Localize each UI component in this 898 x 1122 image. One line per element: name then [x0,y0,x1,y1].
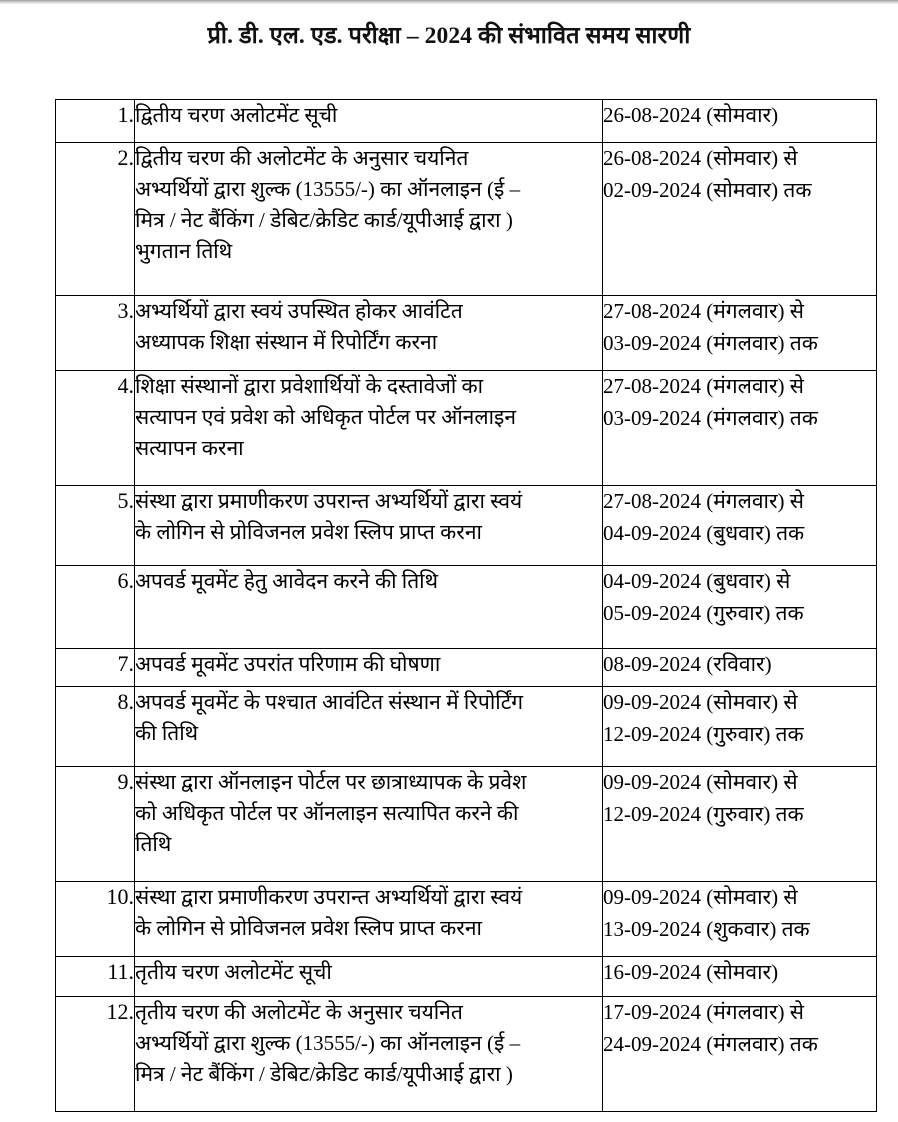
row-activity-description [135,997,603,1112]
date-line: 04-09-2024 (बुधवार) से [603,569,791,593]
row-activity-description [135,767,603,882]
description-line: अपवर्ड मूवमेंट के पश्चात आवंटित संस्थान में रिपोर्टिंग [135,690,524,714]
schedule-table [55,99,877,1112]
description-line: द्वितीय चरण अलोटमेंट सूची [135,103,338,127]
date-line: 24-09-2024 (मंगलवार) तक [603,1031,818,1056]
table-row [56,371,877,486]
row-date-range [603,566,877,649]
date-line: 05-09-2024 (गुरुवार) तक [603,600,804,625]
row-date-range [603,957,877,997]
description-line: तिथि [135,832,172,857]
row-serial-number: 10. [56,882,135,957]
description-line: के लोगिन से प्रोविजनल प्रवेश स्लिप प्राप्त करना [135,916,482,941]
row-serial-number: 11. [56,957,135,997]
row-activity-description [135,100,603,143]
table-row [56,882,877,957]
description-line: अपवर्ड मूवमेंट हेतु आवेदन करने की तिथि [135,569,439,593]
row-serial-number: 9. [56,767,135,882]
row-serial-number: 6. [56,566,135,649]
row-date-range [603,143,877,296]
description-line: संस्था द्वारा ऑनलाइन पोर्टल पर छात्राध्यापक के प्रवेश [135,770,527,794]
row-serial-number: 12. [56,997,135,1112]
description-line: संस्था द्वारा प्रमाणीकरण उपरान्त अभ्यर्थियों द्वारा स्वयं [135,489,523,513]
description-line: संस्था द्वारा प्रमाणीकरण उपरान्त अभ्यर्थियों द्वारा स्वयं [135,885,523,909]
row-activity-description [135,486,603,566]
date-line: 09-09-2024 (सोमवार) से [603,690,798,714]
row-date-range [603,649,877,687]
description-line: तृतीय चरण की अलोटमेंट के अनुसार चयनित [135,1000,463,1024]
row-serial-number: 7. [56,649,135,687]
description-line: के लोगिन से प्रोविजनल प्रवेश स्लिप प्राप्त करना [135,520,482,545]
description-line: मित्र / नेट बैंकिंग / डेबिट/क्रेडिट कार्ड/यूपीआई द्वारा ) [135,1062,513,1087]
row-date-range [603,882,877,957]
date-line: 09-09-2024 (सोमवार) से [603,885,798,909]
description-line: अभ्यर्थियों द्वारा स्वयं उपस्थित होकर आवंटित [135,299,463,323]
row-activity-description [135,566,603,649]
table-row [56,100,877,143]
description-line: अभ्यर्थियों द्वारा शुल्क (13555/-) का ऑनलाइन (ई – [135,1031,521,1056]
date-line: 16-09-2024 (सोमवार) [603,960,779,984]
date-line: 17-09-2024 (मंगलवार) से [603,1000,804,1024]
row-activity-description [135,143,603,296]
row-date-range [603,296,877,371]
description-line: सत्यापन करना [135,436,244,461]
date-line: 13-09-2024 (शुकवार) तक [603,916,810,941]
row-serial-number: 3. [56,296,135,371]
row-date-range [603,100,877,143]
date-line: 12-09-2024 (गुरुवार) तक [603,801,804,826]
table-row [56,566,877,649]
date-line: 26-08-2024 (सोमवार) से [603,146,798,170]
description-line: अपवर्ड मूवमेंट उपरांत परिणाम की घोषणा [135,652,441,676]
row-activity-description [135,371,603,486]
table-row [56,649,877,687]
description-line: अभ्यर्थियों द्वारा शुल्क (13555/-) का ऑनलाइन (ई – [135,177,521,202]
description-line: सत्यापन एवं प्रवेश को अधिकृत पोर्टल पर ऑनलाइन [135,405,516,430]
description-line: द्वितीय चरण की अलोटमेंट के अनुसार चयनित [135,146,469,170]
row-serial-number: 4. [56,371,135,486]
date-line: 27-08-2024 (मंगलवार) से [603,489,804,513]
row-date-range [603,997,877,1112]
row-serial-number: 2. [56,143,135,296]
row-date-range [603,371,877,486]
table-row [56,486,877,566]
description-line: भुगतान तिथि [135,239,233,264]
date-line: 26-08-2024 (सोमवार) [603,103,779,127]
row-activity-description [135,882,603,957]
row-activity-description [135,687,603,767]
description-line: अध्यापक शिक्षा संस्थान में रिपोर्टिंग करना [135,330,438,355]
row-activity-description [135,649,603,687]
table-row [56,687,877,767]
page-title: प्री. डी. एल. एड. परीक्षा – 2024 की संभावित समय सारणी [207,23,691,49]
table-row [56,957,877,997]
row-serial-number: 5. [56,486,135,566]
row-date-range [603,687,877,767]
description-line: मित्र / नेट बैंकिंग / डेबिट/क्रेडिट कार्ड/यूपीआई द्वारा ) [135,208,513,233]
table-row [56,767,877,882]
date-line: 02-09-2024 (सोमवार) तक [603,177,812,202]
date-line: 27-08-2024 (मंगलवार) से [603,299,804,323]
row-activity-description [135,296,603,371]
description-line: को अधिकृत पोर्टल पर ऑनलाइन सत्यापित करने की [135,801,519,826]
description-line: तृतीय चरण अलोटमेंट सूची [135,960,332,984]
row-serial-number: 8. [56,687,135,767]
description-line: शिक्षा संस्थानों द्वारा प्रवेशार्थियों के दस्तावेजों का [135,374,484,398]
row-date-range [603,767,877,882]
row-date-range [603,486,877,566]
date-line: 04-09-2024 (बुधवार) तक [603,520,805,545]
date-line: 12-09-2024 (गुरुवार) तक [603,721,804,746]
date-line: 08-09-2024 (रविवार) [603,652,772,676]
date-line: 03-09-2024 (मंगलवार) तक [603,405,818,430]
table-row [56,997,877,1112]
table-row [56,143,877,296]
row-activity-description [135,957,603,997]
date-line: 09-09-2024 (सोमवार) से [603,770,798,794]
table-row [56,296,877,371]
date-line: 27-08-2024 (मंगलवार) से [603,374,804,398]
date-line: 03-09-2024 (मंगलवार) तक [603,330,818,355]
schedule-table-body [56,100,877,1112]
row-serial-number: 1. [56,100,135,143]
description-line: की तिथि [135,721,199,746]
